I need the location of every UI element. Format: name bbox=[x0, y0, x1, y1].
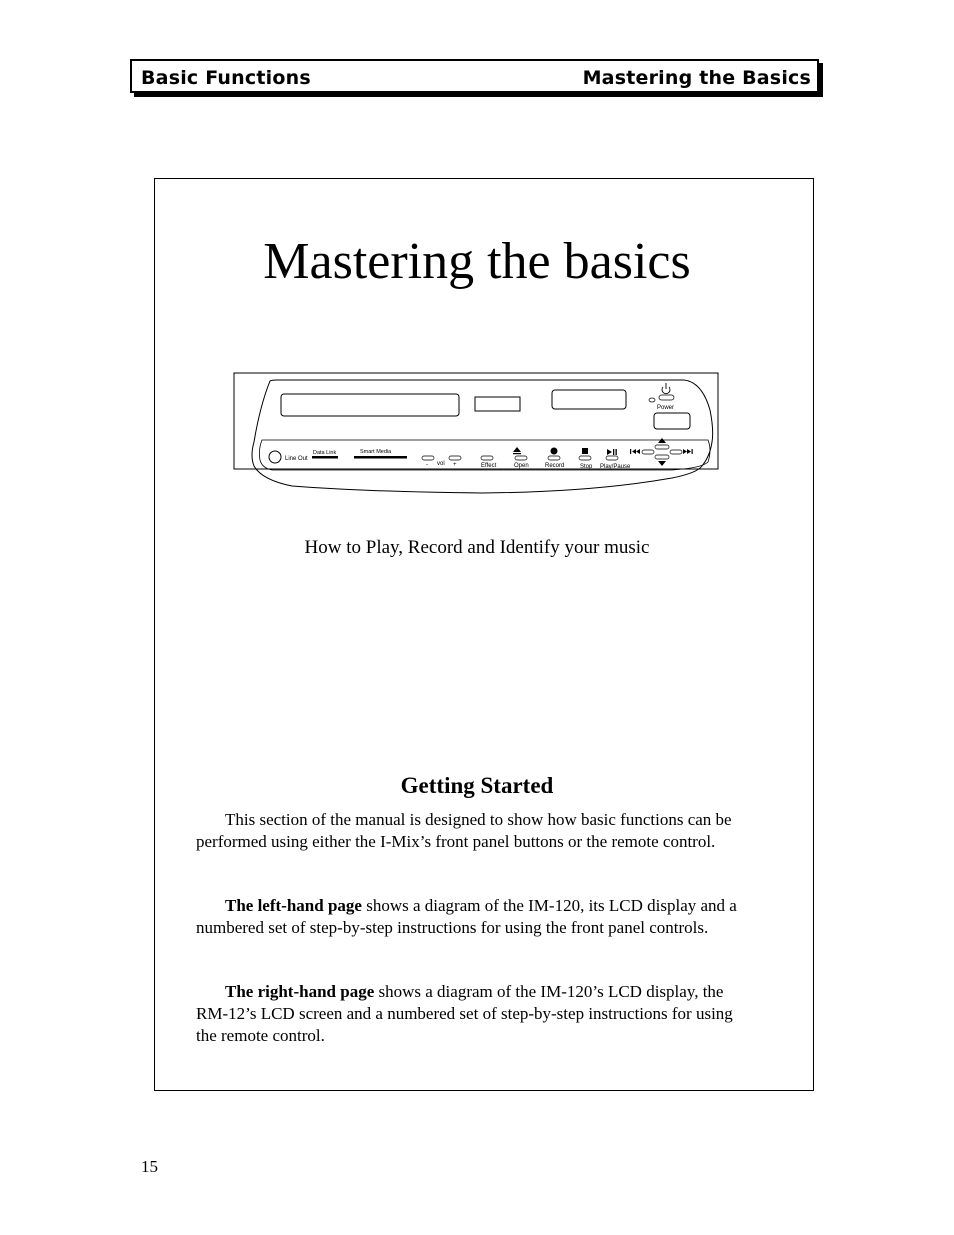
open-label: Open bbox=[514, 463, 529, 469]
left-page-text: shows a diagram of the IM-120, its LCD display and a numbered set of step-by-step instructions for using the front panel controls. bbox=[196, 896, 737, 937]
power-icon bbox=[662, 383, 670, 394]
vol-plus-label: + bbox=[453, 462, 457, 468]
device-front-panel-diagram bbox=[232, 370, 722, 496]
record-icon bbox=[551, 448, 558, 455]
intro-paragraph-text: This section of the manual is designed to show how basic functions can be performed using either the I-Mix’s front panel buttons or the remote control. bbox=[196, 810, 732, 851]
page-subtitle: How to Play, Record and Identify your music bbox=[304, 537, 650, 558]
up-arrow-icon bbox=[658, 438, 666, 443]
record-label: Record bbox=[545, 463, 565, 469]
smart-media-label: Smart Media bbox=[360, 449, 392, 455]
right-page-emphasis: The right-hand page bbox=[225, 982, 375, 1001]
page-title: Mastering the basics bbox=[263, 233, 691, 290]
vol-minus-label: - bbox=[426, 462, 428, 468]
down-arrow-icon bbox=[658, 461, 666, 466]
data-link-label: Data Link bbox=[313, 450, 337, 456]
previous-track-icon bbox=[630, 449, 640, 454]
content-frame bbox=[154, 178, 814, 1091]
left-page-emphasis: The left-hand page bbox=[225, 896, 362, 915]
intro-paragraph bbox=[196, 809, 756, 853]
header-chapter-label: Mastering the Basics bbox=[582, 67, 811, 89]
page-number: 15 bbox=[141, 1157, 158, 1176]
eject-icon bbox=[513, 447, 521, 454]
line-out-label: Line Out bbox=[285, 456, 308, 462]
header-bar bbox=[130, 59, 819, 93]
vol-label: vol bbox=[437, 461, 445, 467]
right-page-text: shows a diagram of the IM-120’s LCD display, the RM-12’s LCD screen and a numbered set of step-by-step instructions for using the remote control. bbox=[196, 982, 733, 1045]
power-label: Power bbox=[657, 405, 675, 411]
play-pause-label: Play/Pause bbox=[600, 464, 631, 470]
header-section-label: Basic Functions bbox=[141, 67, 311, 89]
next-track-icon bbox=[683, 449, 693, 454]
play-pause-icon bbox=[607, 449, 617, 455]
stop-icon bbox=[582, 448, 588, 454]
stop-label: Stop bbox=[580, 464, 593, 470]
effect-label: Effect bbox=[481, 463, 497, 469]
left-page-paragraph bbox=[196, 895, 756, 939]
right-page-paragraph bbox=[196, 981, 756, 1047]
section-heading: Getting Started bbox=[400, 773, 554, 798]
